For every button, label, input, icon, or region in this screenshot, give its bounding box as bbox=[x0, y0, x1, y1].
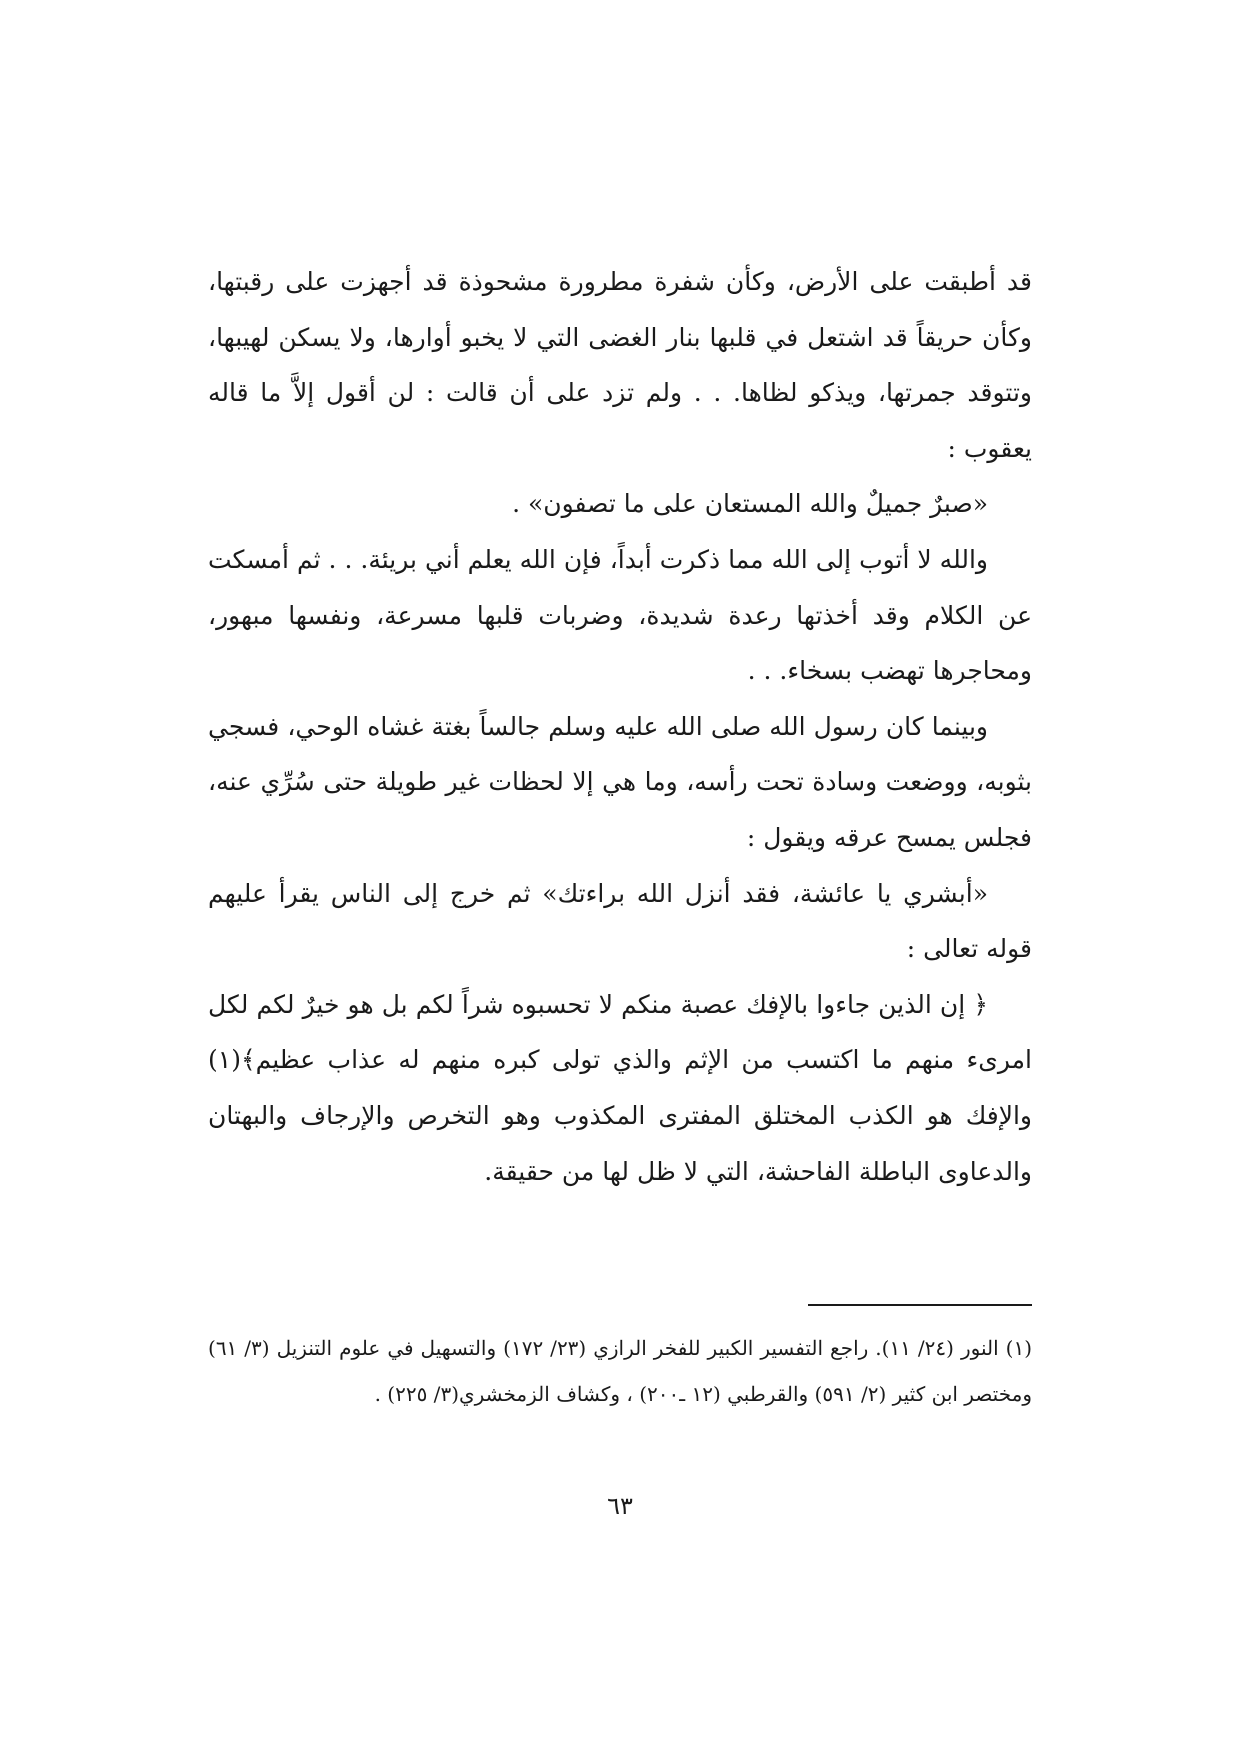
paragraph-3: والله لا أتوب إلى الله مما ذكرت أبداً، فإن الله يعلم أني بريئة. . . ثم أمسكت عن الكلام وقد أخذتها رعدة شديدة، وضربات قلبها مسرعة، ونفسها مبهور، ومحاجرها تهضب بسخاء. . . bbox=[208, 544, 1032, 686]
footnote-divider bbox=[808, 1304, 1032, 1306]
paragraph-4: وبينما كان رسول الله صلى الله عليه وسلم جالساً بغتة غشاه الوحي، فسجي بثوبه، ووضعت وسادة تحت رأسه، وما هي إلا لحظات غير طويلة حتى سُرِّي عنه، فجلس يمسح عرقه ويقول : bbox=[208, 711, 1032, 852]
paragraph-5: «أبشري يا عائشة، فقد أنزل الله براءتك» ثم خرج إلى الناس يقرأ عليهم قوله تعالى : bbox=[208, 878, 1032, 964]
page-number: ٦٣ bbox=[607, 1492, 633, 1520]
main-text bbox=[208, 254, 1032, 1199]
paragraph-2-quote: «صبرٌ جميلٌ والله المستعان على ما تصفون» . bbox=[512, 489, 988, 519]
paragraph-6-verse: ﴿ إن الذين جاءوا بالإفك عصبة منكم لا تحسبوه شراً لكم بل هو خيرٌ لكم لكل امرىء منهم ما اكتسب من الإثم والذي تولى كبره منهم له عذاب عظيم﴾(١) والإفك هو الكذب المختلق المفترى المكذوب وهو التخرص والإرجاف والبهتان والدعاوى الباطلة الفاحشة، التي لا ظل لها من حقيقة. bbox=[208, 989, 1032, 1186]
footnotes bbox=[208, 1325, 1032, 1417]
footnote-1: (١) النور (٢٤/ ١١). راجع التفسير الكبير للفخر الرازي (٢٣/ ١٧٢) والتسهيل في علوم التنزيل (٣/ ٦١) ومختصر ابن كثير (٢/ ٥٩١) والقرطبي (١٢ ـ٢٠٠) ، وكشاف الزمخشري(٣/ ٢٢٥) . bbox=[208, 1336, 1032, 1406]
paragraph-1: قد أطبقت على الأرض، وكأن شفرة مطرورة مشحوذة قد أجهزت على رقبتها، وكأن حريقاً قد اشتعل في قلبها بنار الغضى التي لا يخبو أوارها، ولا يسكن لهيبها، وتتوقد جمرتها، ويذكو لظاها. . . ولم تزد على أن قالت : لن أقول إلاَّ ما قاله يعقوب : bbox=[208, 267, 1032, 463]
